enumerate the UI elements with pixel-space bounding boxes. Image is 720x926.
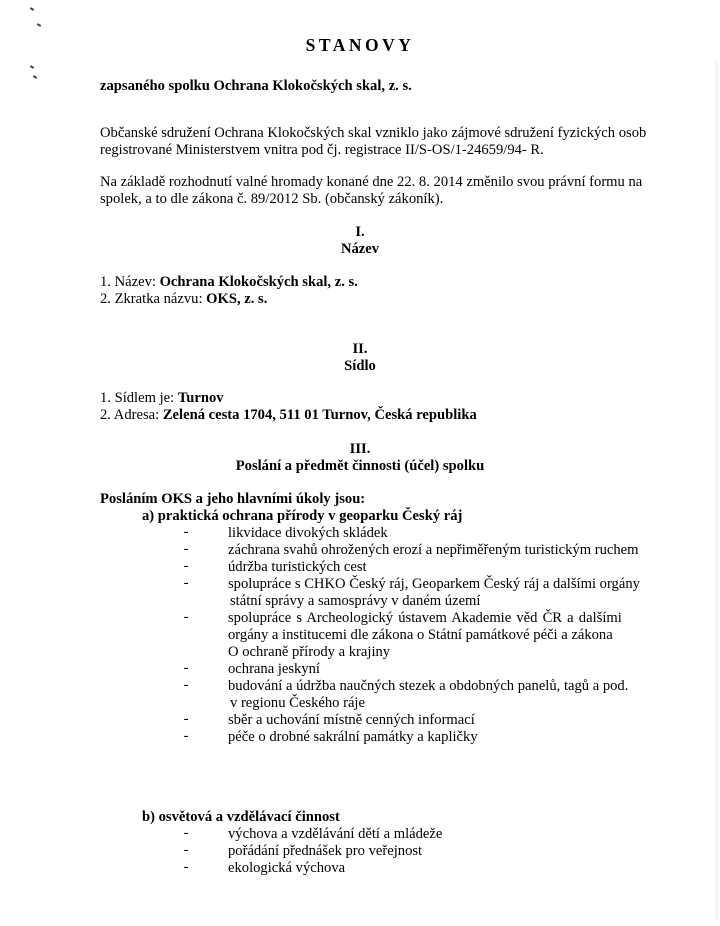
item-value: OKS, z. s. <box>206 291 268 307</box>
bullet-dash: - <box>183 524 189 540</box>
list-item-continuation: orgány a institucemi dle zákona o Státní památkové péči a zákona <box>228 627 613 643</box>
list-item <box>100 290 267 308</box>
scan-mark <box>37 23 41 27</box>
section-numeral: I. <box>355 224 365 240</box>
subsection-heading-a: a) praktická ochrana přírody v geoparku Český ráj <box>142 508 463 524</box>
section-numeral: II. <box>352 341 368 357</box>
document-subtitle: zapsaného spolku Ochrana Klokočských skal, z. s. <box>100 78 412 94</box>
document-title: STANOVY <box>305 35 415 55</box>
intro-paragraph-line: registrované Ministerstvem vnitra pod čj. registrace II/S-OS/1-24659/94- R. <box>100 142 544 158</box>
item-value: Zelená cesta 1704, 511 01 Turnov, Česká republika <box>162 407 477 423</box>
bullet-dash: - <box>183 541 189 557</box>
intro-paragraph-line: Občanské sdružení Ochrana Klokočských skal vzniklo jako zájmové sdružení fyzických osob <box>100 125 647 141</box>
section-heading: Poslání a předmět činnosti (účel) spolku <box>235 458 485 474</box>
bullet-dash: - <box>183 558 189 574</box>
list-item: výchova a vzdělávání dětí a mládeže <box>228 826 443 842</box>
list-item-continuation: státní správy a samosprávy v daném území <box>230 593 481 609</box>
subsection-heading-b: b) osvětová a vzdělávací činnost <box>142 809 340 825</box>
list-item: pořádání přednášek pro veřejnost <box>228 843 423 859</box>
bullet-dash: - <box>183 609 189 625</box>
list-item <box>100 406 477 424</box>
list-item <box>100 273 358 291</box>
section-lead: Posláním OKS a jeho hlavními úkoly jsou: <box>100 491 366 507</box>
item-label: 1. Název: <box>100 274 160 290</box>
scan-mark <box>30 65 34 69</box>
list-item: budování a údržba naučných stezek a obdobných panelů, tagů a pod. <box>228 678 629 694</box>
section-heading: Sídlo <box>344 358 376 374</box>
list-item: spolupráce s Archeologický ústavem Akademie věd ČR a dalšími <box>228 610 622 626</box>
item-value: Turnov <box>177 390 224 406</box>
bullet-dash: - <box>183 677 189 693</box>
bullet-dash: - <box>183 825 189 841</box>
bullet-dash: - <box>183 575 189 591</box>
scan-edge <box>715 60 718 920</box>
item-label: 2. Zkratka názvu: <box>100 291 207 307</box>
bullet-dash: - <box>183 859 189 875</box>
list-item: záchrana svahů ohrožených erozí a nepřiměřeným turistickým ruchem <box>228 542 639 558</box>
list-item: likvidace divokých skládek <box>228 525 388 541</box>
list-item-continuation: v regionu Českého ráje <box>230 695 365 711</box>
bullet-dash: - <box>183 728 189 744</box>
bullet-dash: - <box>183 842 189 858</box>
intro-paragraph-line: Na základě rozhodnutí valné hromady konané dne 22. 8. 2014 změnilo svou právní formu na <box>100 174 643 190</box>
list-item: péče o drobné sakrální památky a kapličky <box>228 729 478 745</box>
list-item: ochrana jeskyní <box>228 661 320 677</box>
list-item: spolupráce s CHKO Český ráj, Geoparkem Český ráj a dalšími orgány <box>228 576 640 592</box>
list-item-continuation: O ochraně přírody a krajiny <box>228 644 391 660</box>
item-value: Ochrana Klokočských skal, z. s. <box>159 274 358 290</box>
scan-mark <box>30 7 34 11</box>
intro-paragraph-line: spolek, a to dle zákona č. 89/2012 Sb. (občanský zákoník). <box>100 191 444 207</box>
section-heading: Název <box>340 241 380 257</box>
list-item <box>100 389 224 407</box>
bullet-dash: - <box>183 711 189 727</box>
list-item: ekologická výchova <box>228 860 346 876</box>
list-item: údržba turistických cest <box>228 559 367 575</box>
bullet-dash: - <box>183 660 189 676</box>
section-numeral: III. <box>349 441 371 457</box>
item-label: 1. Sídlem je: <box>100 390 178 406</box>
list-item: sběr a uchování místně cenných informací <box>228 712 475 728</box>
item-label: 2. Adresa: <box>100 407 163 423</box>
scan-mark <box>33 75 37 79</box>
